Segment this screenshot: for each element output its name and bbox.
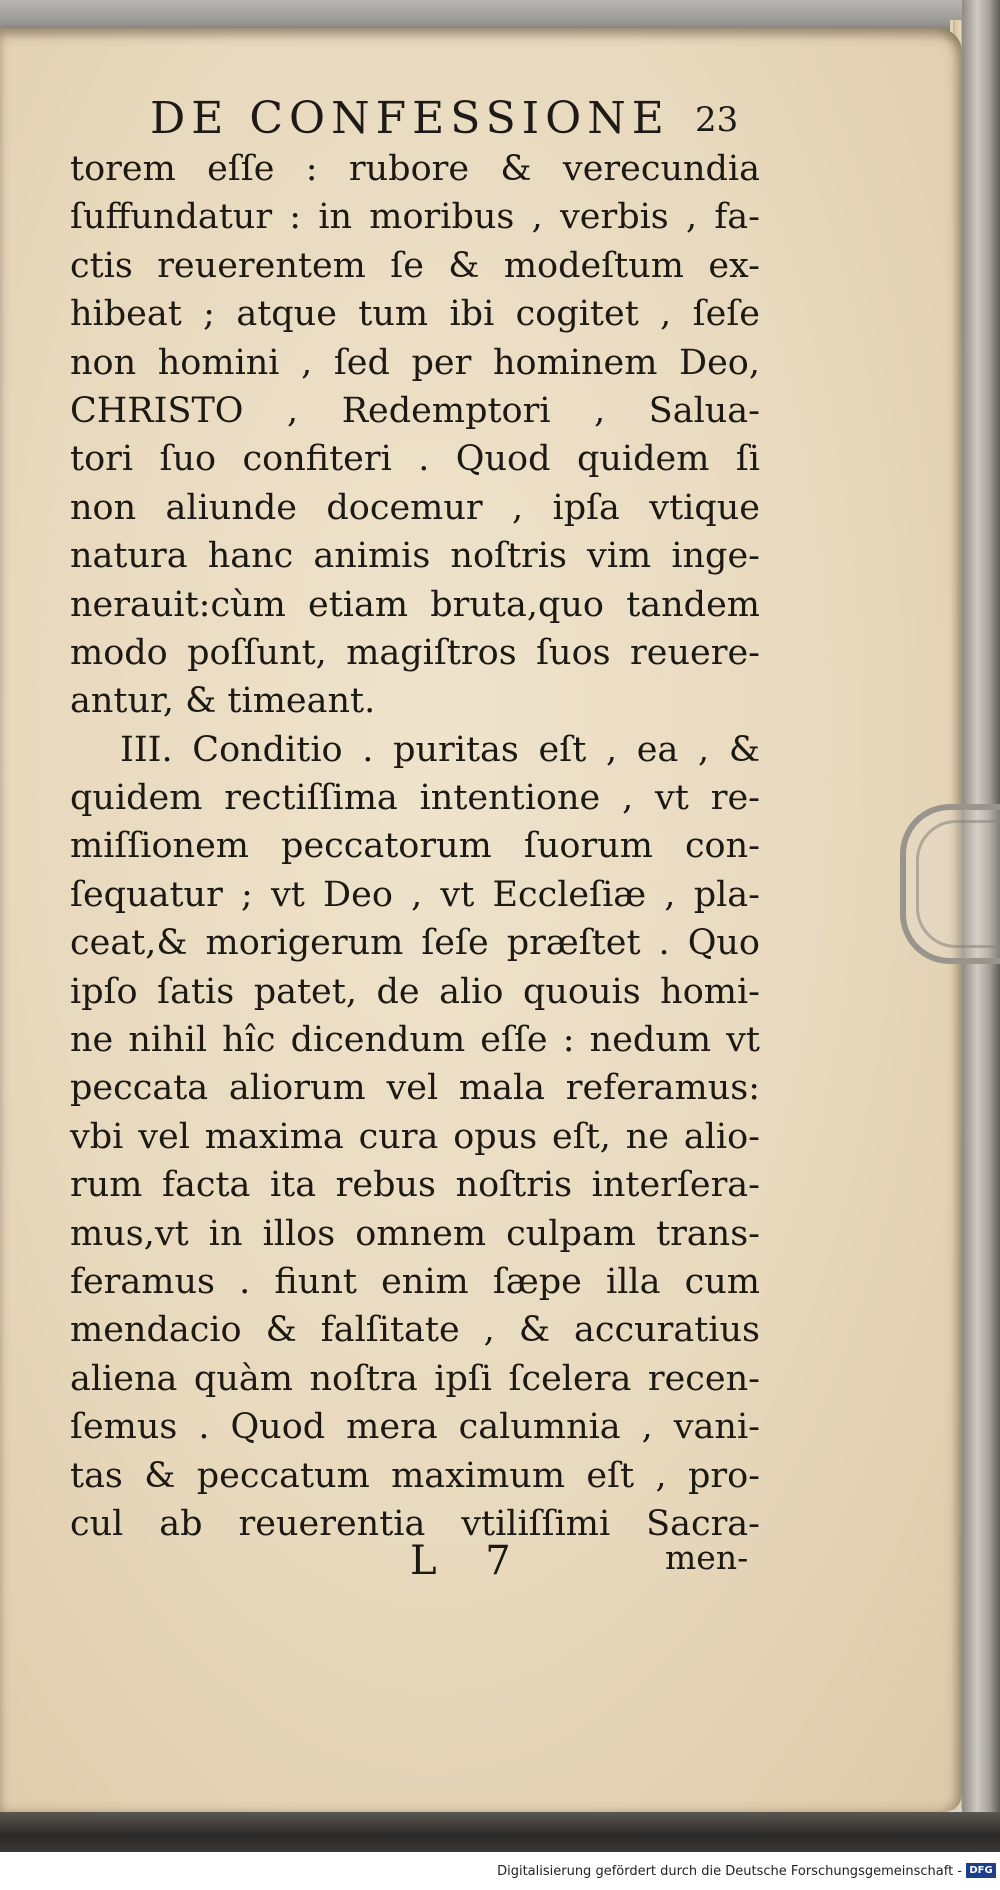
- text-line: nerauit:cùm etiam bruta,quo tandem: [70, 584, 760, 625]
- text-line: tori ſuo confiteri . Quod quidem ſi: [70, 439, 760, 480]
- text-line: tas & peccatum maximum eſt , pro-: [70, 1455, 760, 1496]
- text-line: miſſionem peccatorum ſuorum con-: [70, 826, 760, 867]
- page-clip: [900, 804, 1000, 964]
- text-line: torem eſſe : rubore & verecundia: [70, 149, 760, 189]
- text-line: ceat,& morigerum ſeſe præſtet . Quo: [70, 923, 760, 964]
- text-line: quidem rectiſſima intentione , vt re-: [70, 778, 760, 819]
- text-line: natura hanc animis noſtris vim inge-: [70, 536, 760, 577]
- funding-credit: Digitalisierung gefördert durch die Deutsche Forschungsgemeinschaft -: [497, 1864, 962, 1879]
- page-number: 23: [695, 100, 739, 140]
- signature-mark: L 7: [410, 1538, 529, 1584]
- body-text: [70, 145, 760, 1548]
- text-line: non aliunde docemur , ipſa vtique: [70, 487, 760, 528]
- text-line: non homini , ſed per hominem Deo,: [70, 342, 760, 383]
- dfg-logo: DFG: [966, 1863, 996, 1878]
- digitization-footer: [0, 1852, 1000, 1890]
- text-line: feramus . fiunt enim ſæpe illa cum: [70, 1261, 760, 1302]
- text-line: rum facta ita rebus noſtris interſera-: [70, 1165, 760, 1206]
- text-line: ipſo ſatis patet, de alio quouis homi-: [70, 971, 760, 1012]
- text-line: mendacio & falſitate , & accuratius: [70, 1310, 760, 1351]
- page-clip-inner: [916, 820, 1000, 948]
- text-line: hibeat ; atque tum ibi cogitet , ſeſe: [70, 294, 760, 335]
- text-line: III. Conditio . puritas eſt , ea , &: [120, 729, 760, 770]
- text-line: aliena quàm noſtra ipſi ſcelera recen-: [70, 1358, 760, 1399]
- text-line: ſequatur ; vt Deo , vt Eccleſiæ , pla-: [70, 874, 760, 915]
- scan-background-bottom: [0, 1812, 1000, 1852]
- text-line: ſuffundatur : in moribus , verbis , fa-: [70, 197, 760, 238]
- text-line: ctis reuerentem ſe & modeſtum ex-: [70, 245, 760, 286]
- text-line: modo poſſunt, magiſtros ſuos reuere-: [70, 632, 760, 673]
- text-line: ne nihil hîc dicendum eſſe : nedum vt: [70, 1020, 760, 1061]
- text-line: ſemus . Quod mera calumnia , vani-: [70, 1407, 760, 1448]
- text-line: CHRISTO , Redemptori , Salua-: [70, 390, 760, 431]
- text-line: antur, & timeant.: [70, 681, 376, 722]
- running-title: DE CONFESSIONE: [150, 93, 670, 144]
- text-line: vbi vel maxima cura opus eſt, ne alio-: [70, 1116, 760, 1157]
- text-line: peccata aliorum vel mala referamus:: [70, 1068, 760, 1109]
- catchword: men-: [665, 1538, 749, 1577]
- text-line: cul ab reuerentia vtiliſſimi Sacra-: [70, 1503, 760, 1544]
- text-line: mus,vt in illos omnem culpam trans-: [70, 1213, 760, 1254]
